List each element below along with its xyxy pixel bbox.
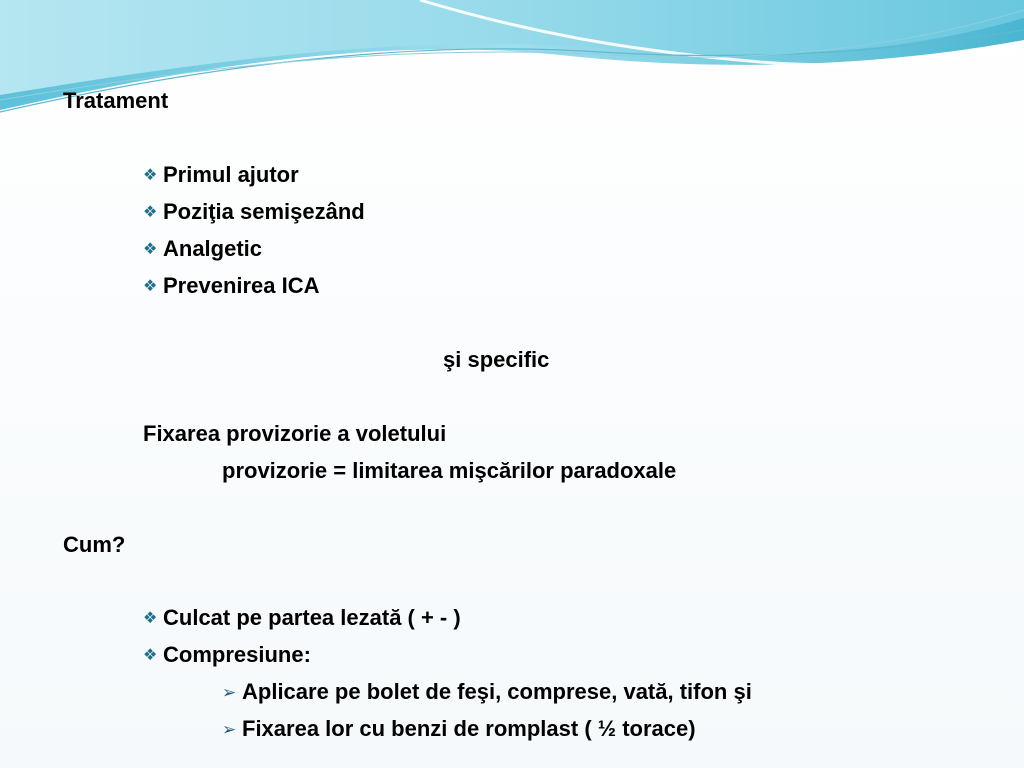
list-item-label: Prevenirea ICA [163, 273, 320, 298]
sub-list-item [222, 679, 752, 706]
title: Tratament [63, 88, 169, 113]
list-item [143, 236, 262, 263]
list-item-label: Analgetic [163, 236, 263, 261]
sub-list-item-label: Fixarea lor cu benzi de romplast ( ½ torace) [242, 716, 696, 741]
list-item [143, 605, 461, 632]
list-item [143, 199, 365, 226]
question-heading: Cum? [63, 532, 126, 557]
list-item [143, 642, 311, 669]
diamond-bullet-icon: ❖ [143, 647, 158, 664]
fixation-line-1: Fixarea provizorie a voletului [143, 421, 447, 446]
diamond-bullet-icon: ❖ [143, 278, 158, 295]
list-item [143, 162, 299, 189]
sub-list-item [222, 716, 696, 743]
sub-list-item-label: Aplicare pe bolet de feşi, comprese, vată, tifon şi [242, 679, 752, 704]
fixation-line-2: provizorie = limitarea mişcărilor paradoxale [222, 458, 677, 483]
diamond-bullet-icon: ❖ [143, 610, 158, 627]
diamond-bullet-icon: ❖ [143, 204, 158, 221]
diamond-bullet-icon: ❖ [143, 167, 158, 184]
list-item-label: Compresiune: [163, 642, 311, 667]
arrow-bullet-icon: ➢ [222, 720, 237, 739]
list-item-label: Culcat pe partea lezată ( + - ) [163, 605, 461, 630]
specific-heading: şi specific [443, 347, 550, 372]
list-item-label: Poziţia semişezând [163, 199, 365, 224]
arrow-bullet-icon: ➢ [222, 683, 237, 702]
diamond-bullet-icon: ❖ [143, 241, 158, 258]
list-item-label: Primul ajutor [163, 162, 299, 187]
list-item [143, 273, 320, 300]
